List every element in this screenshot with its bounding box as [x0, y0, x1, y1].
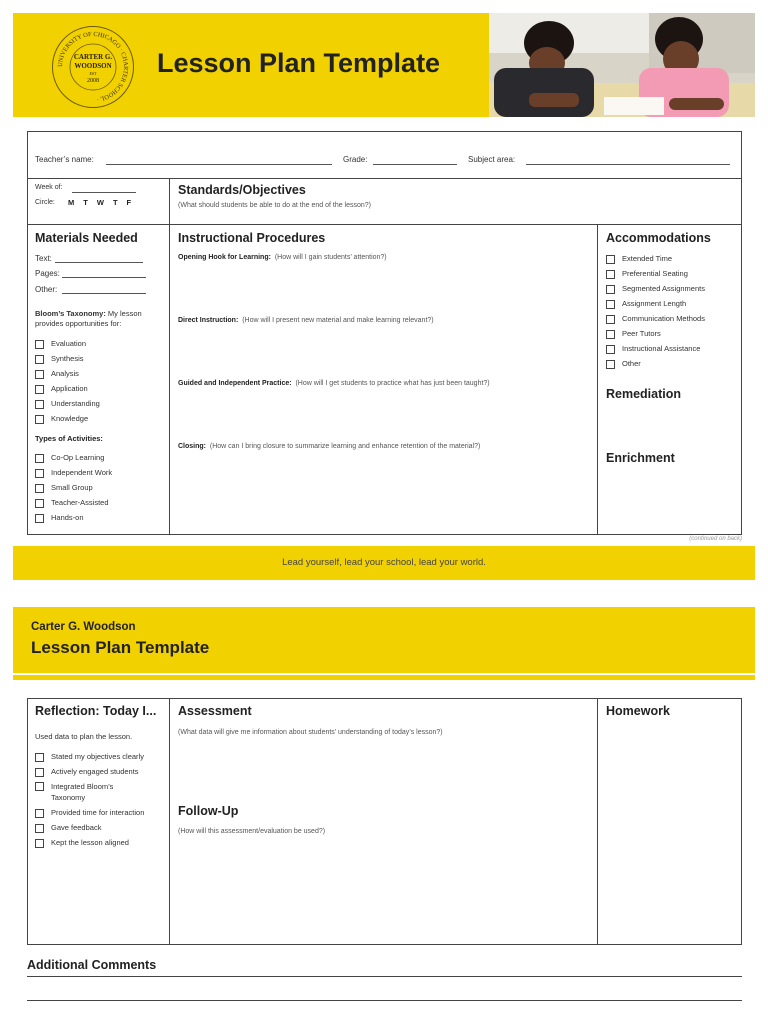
followup-title: Follow-Up [178, 804, 239, 818]
checkbox-label: Synthesis [51, 354, 84, 363]
divider [169, 178, 170, 225]
procedure-closing [178, 443, 480, 450]
assessment-prompt: (What data will give me information about students’ understanding of today’s lesson?) [178, 729, 443, 736]
checkbox-item[interactable] [606, 341, 705, 356]
text-field[interactable] [55, 262, 143, 263]
checkbox[interactable] [606, 255, 615, 264]
checkbox-label: Peer Tutors [622, 329, 661, 338]
checkbox-item[interactable] [606, 356, 705, 371]
checkbox-label: Gave feedback [51, 823, 102, 832]
comments-line[interactable] [27, 1000, 742, 1001]
checkbox[interactable] [606, 270, 615, 279]
checkbox-label: Extended Time [622, 254, 673, 263]
procedure-prompt: (How can I bring closure to summarize learning and enhance retention of the material?) [209, 443, 481, 450]
checkbox[interactable] [35, 415, 44, 424]
checkbox-label: Hands-on [51, 513, 84, 522]
checkbox-item[interactable] [35, 835, 167, 850]
checkbox-item[interactable] [606, 266, 705, 281]
pages-label: Pages: [35, 269, 60, 278]
accommodations-list [606, 251, 705, 371]
checkbox-label: Evaluation [51, 339, 87, 348]
checkbox-item[interactable] [35, 336, 100, 351]
checkbox[interactable] [35, 768, 44, 777]
checkbox[interactable] [35, 499, 44, 508]
remediation-title: Remediation [606, 387, 682, 401]
reflection-title: Reflection: Today I... [35, 704, 157, 718]
assessment-title: Assessment [178, 704, 252, 718]
checkbox-label: Integrated Bloom’s Taxonomy [51, 782, 114, 802]
checkbox[interactable] [35, 370, 44, 379]
subject-field[interactable] [526, 164, 730, 165]
checkbox-item[interactable] [35, 820, 167, 835]
checkbox[interactable] [606, 300, 615, 309]
week-label: Week of: [35, 184, 63, 191]
checkbox-label: Communication Methods [622, 314, 705, 323]
checkbox[interactable] [35, 340, 44, 349]
procedure-prompt: (How will I get students to practice what has just been taught?) [295, 380, 490, 387]
checkbox[interactable] [35, 753, 44, 762]
checkbox[interactable] [606, 360, 615, 369]
checkbox[interactable] [606, 315, 615, 324]
checkbox-item[interactable] [35, 779, 167, 805]
pages-field[interactable] [62, 277, 146, 278]
procedure-prompt: (How will I gain students’ attention?) [274, 254, 387, 261]
teacher-info-row [27, 131, 742, 179]
page2-banner-stripe [13, 675, 755, 680]
procedures-title: Instructional Procedures [178, 231, 326, 245]
checkbox-label: Kept the lesson aligned [51, 838, 129, 847]
checkbox-label: Independent Work [51, 468, 113, 477]
checkbox[interactable] [35, 514, 44, 523]
activities-title: Types of Activities: [35, 434, 103, 443]
checkbox-label: Actively engaged students [51, 767, 139, 776]
blooms-label: Bloom’s Taxonomy: [35, 309, 106, 318]
footer-banner [13, 546, 755, 580]
checkbox-item[interactable] [35, 411, 100, 426]
blooms-text [35, 309, 165, 329]
procedure-label: Guided and Independent Practice: [178, 380, 292, 387]
checkbox-item[interactable] [35, 465, 112, 480]
checkbox[interactable] [35, 484, 44, 493]
checkbox-label: Assignment Length [622, 299, 687, 308]
checkbox-item[interactable] [606, 296, 705, 311]
checkbox-item[interactable] [35, 749, 167, 764]
checkbox[interactable] [35, 824, 44, 833]
procedure-prompt: (How will I present new material and make learning relevant?) [242, 317, 434, 324]
checkbox[interactable] [35, 782, 44, 791]
seal-line3: EST [89, 71, 97, 76]
seal-line1: CARTER G. [73, 53, 113, 61]
checkbox-item[interactable] [35, 366, 100, 381]
school-seal [52, 26, 134, 108]
procedure-guided-practice [178, 380, 490, 387]
divider [597, 224, 598, 535]
checkbox-label: Segmented Assignments [622, 284, 705, 293]
blooms-list [35, 336, 100, 426]
procedure-label: Opening Hook for Learning: [178, 254, 271, 261]
checkbox-item[interactable] [35, 381, 100, 396]
activities-list [35, 450, 112, 525]
checkbox-label: Preferential Seating [622, 269, 688, 278]
week-standards-row [27, 178, 742, 225]
seal-line4: 2008 [87, 78, 99, 84]
checkbox[interactable] [35, 355, 44, 364]
footer-tagline: Lead yourself, lead your school, lead your world. [282, 557, 486, 568]
day-thursday[interactable]: T [112, 198, 118, 207]
blooms-description: My lesson provides opportunities for: [35, 309, 142, 328]
teacher-name-field[interactable] [106, 164, 332, 165]
page2-title: Lesson Plan Template [31, 638, 210, 657]
checkbox-item[interactable] [606, 251, 705, 266]
standards-title: Standards/Objectives [178, 183, 306, 197]
checkbox[interactable] [35, 809, 44, 818]
procedure-opening-hook [178, 254, 387, 261]
checkbox-label: Knowledge [51, 414, 89, 423]
standards-prompt: (What should students be able to do at the end of the lesson?) [178, 202, 372, 209]
checkbox-item[interactable] [35, 764, 167, 779]
checkbox-label: Teacher-Assisted [51, 498, 109, 507]
checkbox-label: Stated my objectives clearly [51, 752, 144, 761]
checkbox[interactable] [606, 285, 615, 294]
checkbox-label: Understanding [51, 399, 100, 408]
checkbox-item[interactable] [35, 495, 112, 510]
seal-graphic [53, 27, 133, 107]
text-label: Text: [35, 254, 52, 263]
checkbox[interactable] [35, 469, 44, 478]
checkbox[interactable] [35, 454, 44, 463]
checkbox[interactable] [606, 345, 615, 354]
other-label: Other: [35, 285, 58, 294]
day-monday[interactable]: M [68, 198, 75, 207]
checkbox-item[interactable] [606, 281, 705, 296]
reflection-list [35, 749, 167, 850]
day-wednesday[interactable]: W [96, 198, 104, 207]
homework-title: Homework [606, 704, 670, 718]
subject-label: Subject area: [468, 155, 516, 164]
comments-line[interactable] [27, 976, 742, 977]
other-field[interactable] [62, 293, 146, 294]
checkbox-item[interactable] [35, 805, 167, 820]
divider [169, 224, 170, 535]
procedure-label: Direct Instruction: [178, 317, 239, 324]
procedure-direct-instruction [178, 317, 434, 324]
week-field[interactable] [72, 192, 136, 193]
checkbox-item[interactable] [35, 351, 100, 366]
comments-title: Additional Comments [27, 958, 157, 972]
checkbox-label: Other [622, 359, 641, 368]
checkbox[interactable] [606, 330, 615, 339]
checkbox-item[interactable] [606, 326, 705, 341]
followup-prompt: (How will this assessment/evaluation be used?) [178, 828, 326, 835]
seal-ring-text: UNIVERSITY OF CHICAGO · CHARTER SCHOOL · [56, 30, 130, 103]
page2-subtitle: Carter G. Woodson [31, 621, 136, 633]
checkbox-item[interactable] [35, 480, 112, 495]
checkbox-item[interactable] [35, 450, 112, 465]
materials-title: Materials Needed [35, 231, 138, 245]
seal-line2: WOODSON [74, 62, 112, 70]
grade-label: Grade: [343, 155, 368, 164]
continued-note: (continued on back) [689, 536, 742, 542]
accommodations-title: Accommodations [606, 231, 711, 245]
checkbox-label: Provided time for interaction [51, 808, 145, 817]
checkbox-label: Analysis [51, 369, 79, 378]
checkbox-label: Application [51, 384, 88, 393]
divider [597, 698, 598, 945]
day-selector [68, 198, 131, 207]
checkbox-item[interactable] [606, 311, 705, 326]
day-tuesday[interactable]: T [83, 198, 88, 207]
checkbox-label: Co-Op Learning [51, 453, 105, 462]
grade-field[interactable] [373, 164, 457, 165]
checkbox[interactable] [35, 839, 44, 848]
procedure-label: Closing: [178, 443, 206, 450]
day-friday[interactable]: F [126, 198, 132, 207]
checkbox-item[interactable] [35, 510, 112, 525]
students-photo [489, 13, 755, 117]
teacher-label: Teacher’s name: [35, 155, 94, 164]
checkbox-label: Instructional Assistance [622, 344, 701, 353]
enrichment-title: Enrichment [606, 451, 675, 465]
checkbox-label: Small Group [51, 483, 93, 492]
reflection-intro: Used data to plan the lesson. [35, 732, 133, 741]
circle-label: Circle: [35, 199, 55, 206]
divider [169, 698, 170, 945]
checkbox[interactable] [35, 385, 44, 394]
checkbox[interactable] [35, 400, 44, 409]
checkbox-item[interactable] [35, 396, 100, 411]
page-title: Lesson Plan Template [157, 48, 441, 78]
